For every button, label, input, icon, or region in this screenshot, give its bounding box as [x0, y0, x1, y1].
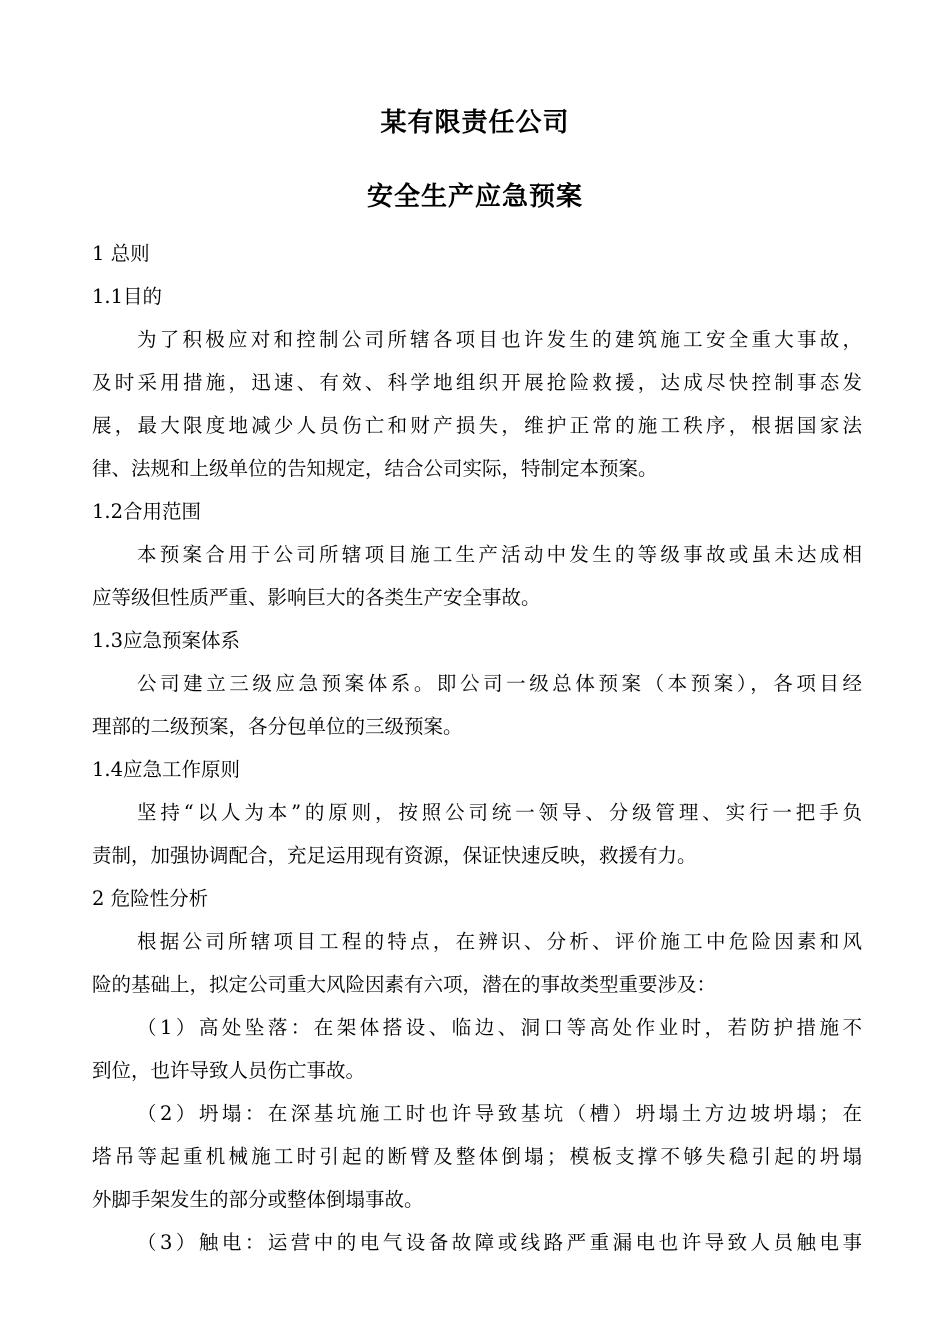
section-heading-1: 1 总则 [92, 242, 150, 265]
paragraph-line: 为了积极应对和控制公司所辖各项目也许发生的建筑施工安全重大事故， [137, 328, 862, 351]
list-item-line: （1）高处坠落：在架体搭设、临边、洞口等高处作业时，若防护措施不 [137, 1016, 862, 1039]
subsection-heading-1-4: 1.4应急工作原则 [92, 758, 241, 781]
paragraph-line: 坚持“以人为本”的原则，按照公司统一领导、分级管理、实行一把手负 [137, 801, 862, 824]
list-item-line: 外脚手架发生的部分或整体倒塌事故。 [92, 1188, 424, 1211]
paragraph-line: 责制，加强协调配合，充足运用现有资源，保证快速反映，救援有力。 [92, 844, 697, 867]
section-heading-2: 2 危险性分析 [92, 887, 209, 910]
list-item-line: 到位，也许导致人员伤亡事故。 [92, 1059, 366, 1082]
subsection-heading-1-1: 1.1目的 [92, 285, 163, 308]
paragraph-line: 理部的二级预案，各分包单位的三级预案。 [92, 715, 463, 738]
paragraph-line: 根据公司所辖项目工程的特点，在辨识、分析、评价施工中危险因素和风 [137, 930, 862, 953]
paragraph-line: 公司建立三级应急预案体系。即公司一级总体预案（本预案），各项目经 [137, 672, 862, 695]
subsection-heading-1-2: 1.2合用范围 [92, 500, 202, 523]
paragraph-line: 应等级但性质严重、影响巨大的各类生产安全事故。 [92, 586, 541, 609]
paragraph-line: 及时采用措施，迅速、有效、科学地组织开展抢险救援，达成尽快控制事态发 [92, 371, 862, 394]
paragraph-line: 险的基础上，拟定公司重大风险因素有六项，潜在的事故类型重要涉及： [92, 973, 717, 996]
list-item-line: 塔吊等起重机械施工时引起的断臂及整体倒塌；模板支撑不够失稳引起的坍塌 [92, 1145, 862, 1168]
company-title: 某有限责任公司 [380, 108, 570, 138]
paragraph-line: 律、法规和上级单位的告知规定，结合公司实际，特制定本预案。 [92, 457, 658, 480]
document-title: 安全生产应急预案 [366, 182, 583, 212]
list-item-line: （3）触电：运营中的电气设备故障或线路严重漏电也许导致人员触电事 [137, 1231, 862, 1254]
subsection-heading-1-3: 1.3应急预案体系 [92, 629, 241, 652]
paragraph-line: 本预案合用于公司所辖项目施工生产活动中发生的等级事故或虽未达成相 [137, 543, 862, 566]
paragraph-line: 展，最大限度地减少人员伤亡和财产损失，维护正常的施工秩序，根据国家法 [92, 414, 862, 437]
list-item-line: （2）坍塌：在深基坑施工时也许导致基坑（槽）坍塌土方边坡坍塌；在 [137, 1102, 862, 1125]
